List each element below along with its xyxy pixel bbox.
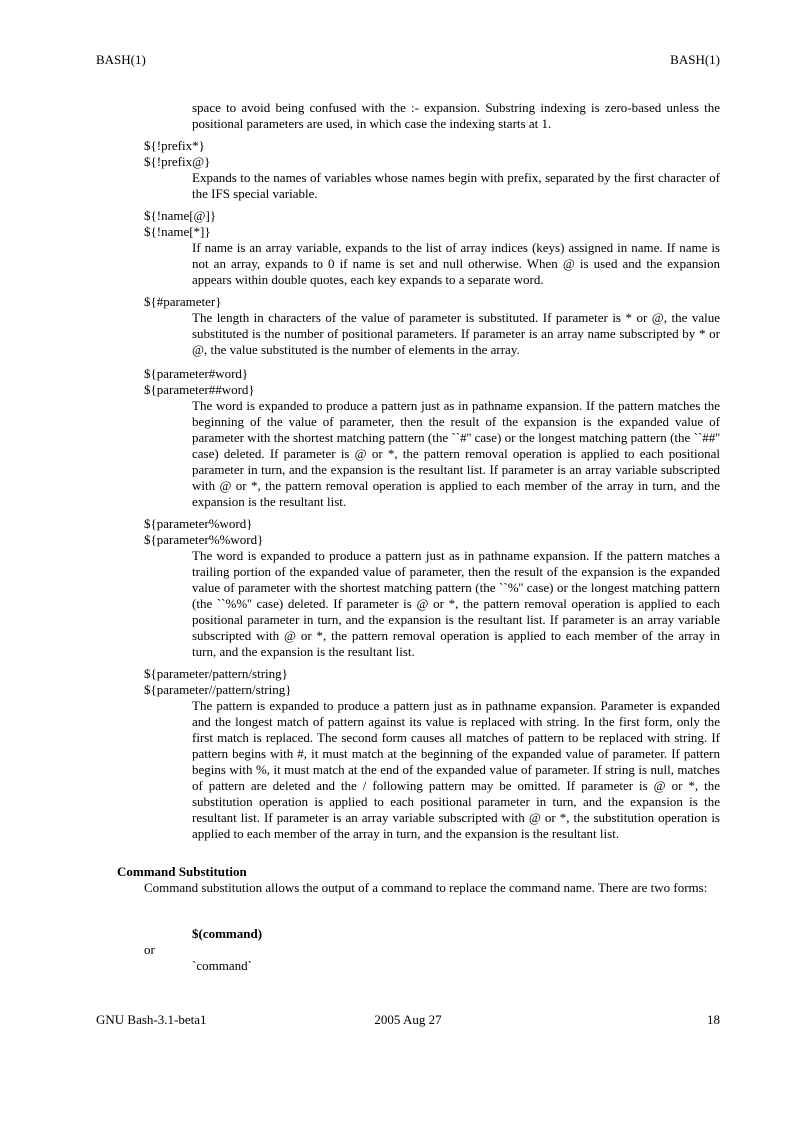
or-label: or [144, 942, 155, 957]
command-form-dollar: $(command) [192, 926, 263, 941]
command-substitution-description: Command substitution allows the output of a command to replace the command name. There are two forms: [144, 880, 708, 895]
substitute-description: The pattern is expanded to produce a pattern just as in pathname expansion. Parameter is expanded and the longest match of pattern against its value is replaced with string. In the first form, only the first match is replaced. The second form causes all matches of pattern to be replaced with string. If pattern begins with #, it must match at the beginning of the expanded value of parameter. If pattern begins with %, it must match at the end of the expanded value of parameter. If string is null, matches of pattern are deleted and the / following pattern may be omitted. If parameter is @ or *, the substitution operation is applied to each positional parameter in turn, and the expansion is the resultant list. If parameter is an array variable subscripted with @ or *, the substitution operation is applied to each member of the array in turn, and the expansion is the resultant list. [192, 698, 720, 841]
header-right: BASH(1) [670, 52, 720, 67]
name-tag-at: ${!name[@]} [144, 208, 217, 223]
name-description: If name is an array variable, expands to the list of array indices (keys) assigned in name. If name is not an array, expands to 0 if name is set and null otherwise. When @ is used and the expansion appears within double quotes, each key expands to a separate word. [192, 240, 720, 287]
prefix-description: Expands to the names of variables whose names begin with prefix, separated by the first character of the IFS special variable. [192, 170, 720, 201]
footer-right: 18 [707, 1012, 720, 1027]
substitute-tag-first: ${parameter/pattern/string} [144, 666, 288, 681]
intro-paragraph: space to avoid being confused with the :- expansion. Substring indexing is zero-based unless the positional parameters are used, in which case the indexing starts at 1. [192, 100, 720, 131]
prefix-tag-star: ${!prefix*} [144, 138, 205, 153]
section-heading: Command Substitution [117, 864, 247, 879]
length-tag: ${#parameter} [144, 294, 222, 309]
prefix-tag-at: ${!prefix@} [144, 154, 211, 169]
command-form-backtick: `command` [192, 958, 252, 973]
length-description: The length in characters of the value of parameter is substituted. If parameter is * or @, the value substituted is the number of positional parameters. If parameter is an array name subscripted by * or @, the value substituted is the number of elements in the array. [192, 310, 720, 357]
percent-tag-long: ${parameter%%word} [144, 532, 264, 547]
hash-tag-short: ${parameter#word} [144, 366, 249, 381]
header-left: BASH(1) [96, 52, 146, 67]
footer-left: GNU Bash-3.1-beta1 [96, 1012, 207, 1027]
name-tag-star: ${!name[*]} [144, 224, 211, 239]
percent-description: The word is expanded to produce a pattern just as in pathname expansion. If the pattern matches a trailing portion of the expanded value of parameter, then the result of the expansion is the expanded value of parameter with the shortest matching pattern (the ``%'' case) or the longest matching pattern (the ``%%'' case) deleted. If parameter is @ or *, the pattern removal operation is applied to each positional parameter in turn, and the expansion is the resultant list. If parameter is an array variable subscripted with @ or *, the pattern removal operation is applied to each member of the array in turn, and the expansion is the resultant list. [192, 548, 720, 659]
hash-description: The word is expanded to produce a pattern just as in pathname expansion. If the pattern matches the beginning of the value of parameter, then the result of the expansion is the expanded value of parameter with the shortest matching pattern (the ``#'' case) or the longest matching pattern (the ``##'' case) deleted. If parameter is @ or *, the pattern removal operation is applied to each positional parameter in turn, and the expansion is the resultant list. If parameter is an array variable subscripted with @ or *, the pattern removal operation is applied to each member of the array in turn, and the expansion is the resultant list. [192, 398, 720, 509]
hash-tag-long: ${parameter##word} [144, 382, 255, 397]
footer-center: 2005 Aug 27 [374, 1012, 442, 1027]
percent-tag-short: ${parameter%word} [144, 516, 253, 531]
substitute-tag-all: ${parameter//pattern/string} [144, 682, 292, 697]
